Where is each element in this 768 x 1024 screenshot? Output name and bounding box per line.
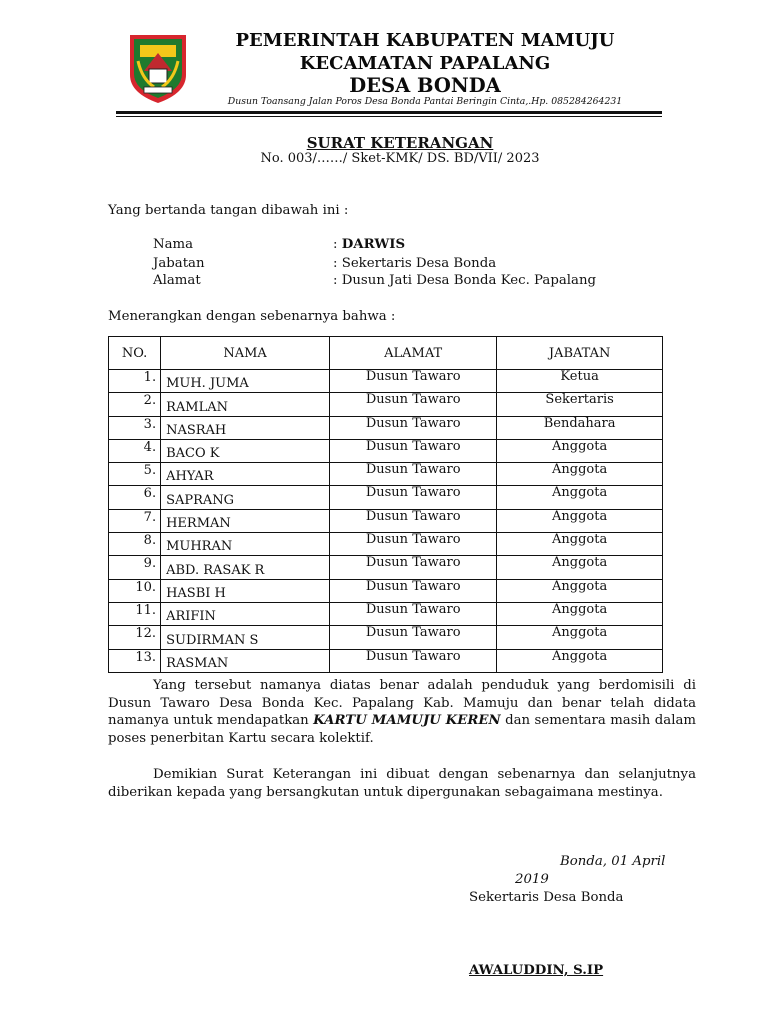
signatory-value-address: : Dusun Jati Desa Bonda Kec. Papalang [333, 273, 597, 288]
row-name: ABD. RASAK R [161, 556, 330, 579]
signatory-name: DARWIS [341, 237, 406, 252]
row-position: Anggota [497, 556, 663, 579]
row-address: Dusun Tawaro [330, 649, 497, 672]
signatory-colon: : [333, 237, 342, 252]
table-row [109, 393, 663, 416]
row-number: 13. [109, 649, 161, 672]
header-nama: NAMA [161, 337, 330, 370]
row-name: MUHRAN [161, 533, 330, 556]
row-address: Dusun Tawaro [330, 579, 497, 602]
letterhead-divider-thin [116, 116, 662, 117]
row-name: HASBI H [161, 579, 330, 602]
row-address: Dusun Tawaro [330, 370, 497, 393]
statement-line: Menerangkan dengan sebenarnya bahwa : [108, 309, 396, 324]
letter-title-text: SURAT KETERANGAN [306, 134, 494, 152]
opening-line: Yang bertanda tangan dibawah ini : [108, 203, 349, 218]
signer-name: AWALUDDIN, S.IP [469, 963, 604, 978]
paragraph-domicile [108, 677, 696, 747]
place-date: Bonda, 01 April [560, 854, 666, 869]
row-position: Anggota [497, 509, 663, 532]
row-number: 1. [109, 370, 161, 393]
row-name: RAMLAN [161, 393, 330, 416]
row-position: Bendahara [497, 416, 663, 439]
row-number: 9. [109, 556, 161, 579]
row-name: RASMAN [161, 649, 330, 672]
row-number: 11. [109, 602, 161, 625]
row-address: Dusun Tawaro [330, 463, 497, 486]
row-position: Anggota [497, 439, 663, 462]
row-position: Anggota [497, 602, 663, 625]
row-number: 6. [109, 486, 161, 509]
row-name: NASRAH [161, 416, 330, 439]
row-number: 12. [109, 626, 161, 649]
header-no: NO. [109, 337, 161, 370]
row-name: AHYAR [161, 463, 330, 486]
table-row [109, 602, 663, 625]
row-name: SUDIRMAN S [161, 626, 330, 649]
row-address: Dusun Tawaro [330, 556, 497, 579]
card-program-name: KARTU MAMUJU KEREN [313, 713, 501, 729]
signatory-label-name: Nama [153, 237, 194, 252]
row-address: Dusun Tawaro [330, 602, 497, 625]
row-position: Anggota [497, 649, 663, 672]
table-row [109, 463, 663, 486]
district-emblem-icon [124, 31, 192, 105]
row-number: 4. [109, 439, 161, 462]
row-position: Anggota [497, 626, 663, 649]
paragraph-closing: Demikian Surat Keterangan ini dibuat dengan sebenarnya dan selanjutnya diberikan kepada yang bersangkutan untuk dipergunakan sebagaimana mestinya. [108, 767, 696, 800]
letterhead-village: DESA BONDA [349, 74, 501, 97]
table-row [109, 626, 663, 649]
table-row [109, 416, 663, 439]
letterhead-district: KECAMATAN PAPALANG [299, 53, 551, 74]
letter-title [200, 134, 600, 152]
table-row [109, 439, 663, 462]
row-position: Anggota [497, 533, 663, 556]
letterhead-address: Dusun Toansang Jalan Poros Desa Bonda Pantai Beringin Cinta,.Hp. 085284264231 [227, 96, 623, 107]
paragraph-domicile-text: Yang tersebut namanya diatas benar adalah penduduk yang berdomisili di Dusun Tawaro Desa Bonda Kec. Papalang Kab. Mamuju dan benar telah didata namanya untuk mendapatkan [108, 678, 696, 729]
row-position: Ketua [497, 370, 663, 393]
row-address: Dusun Tawaro [330, 416, 497, 439]
row-number: 8. [109, 533, 161, 556]
row-position: Anggota [497, 486, 663, 509]
row-name: SAPRANG [161, 486, 330, 509]
table-row [109, 486, 663, 509]
members-table [108, 336, 663, 673]
table-row [109, 370, 663, 393]
row-number: 5. [109, 463, 161, 486]
row-address: Dusun Tawaro [330, 393, 497, 416]
row-address: Dusun Tawaro [330, 509, 497, 532]
table-row [109, 649, 663, 672]
row-number: 7. [109, 509, 161, 532]
header-jabatan: JABATAN [497, 337, 663, 370]
signatory-value-name [333, 236, 405, 254]
row-position: Anggota [497, 579, 663, 602]
row-position: Anggota [497, 463, 663, 486]
signatory-label-position: Jabatan [153, 256, 205, 271]
row-number: 3. [109, 416, 161, 439]
row-address: Dusun Tawaro [330, 439, 497, 462]
signatory-value-position: : Sekertaris Desa Bonda [333, 256, 497, 271]
row-number: 10. [109, 579, 161, 602]
table-row [109, 556, 663, 579]
paragraph-domicile-tail: dan sementara masih dalam poses penerbitan Kartu secara kolektif. [108, 713, 696, 746]
row-name: BACO K [161, 439, 330, 462]
row-name: ARIFIN [161, 602, 330, 625]
row-name: MUH. JUMA [161, 370, 330, 393]
row-number: 2. [109, 393, 161, 416]
letter-number: No. 003/……/ Sket-KMK/ DS. BD/VII/ 2023 [260, 151, 540, 166]
row-name: HERMAN [161, 509, 330, 532]
table-header-row [109, 337, 663, 370]
table-row [109, 533, 663, 556]
table-row [109, 579, 663, 602]
row-address: Dusun Tawaro [330, 486, 497, 509]
table-row [109, 509, 663, 532]
letterhead-regency: PEMERINTAH KABUPATEN MAMUJU [235, 30, 615, 51]
signer-role: Sekertaris Desa Bonda [469, 890, 624, 905]
row-address: Dusun Tawaro [330, 626, 497, 649]
date-year: 2019 [515, 872, 549, 887]
header-alamat: ALAMAT [330, 337, 497, 370]
row-position: Sekertaris [497, 393, 663, 416]
signatory-label-address: Alamat [153, 273, 201, 288]
row-address: Dusun Tawaro [330, 533, 497, 556]
letterhead-divider-thick [116, 111, 662, 114]
